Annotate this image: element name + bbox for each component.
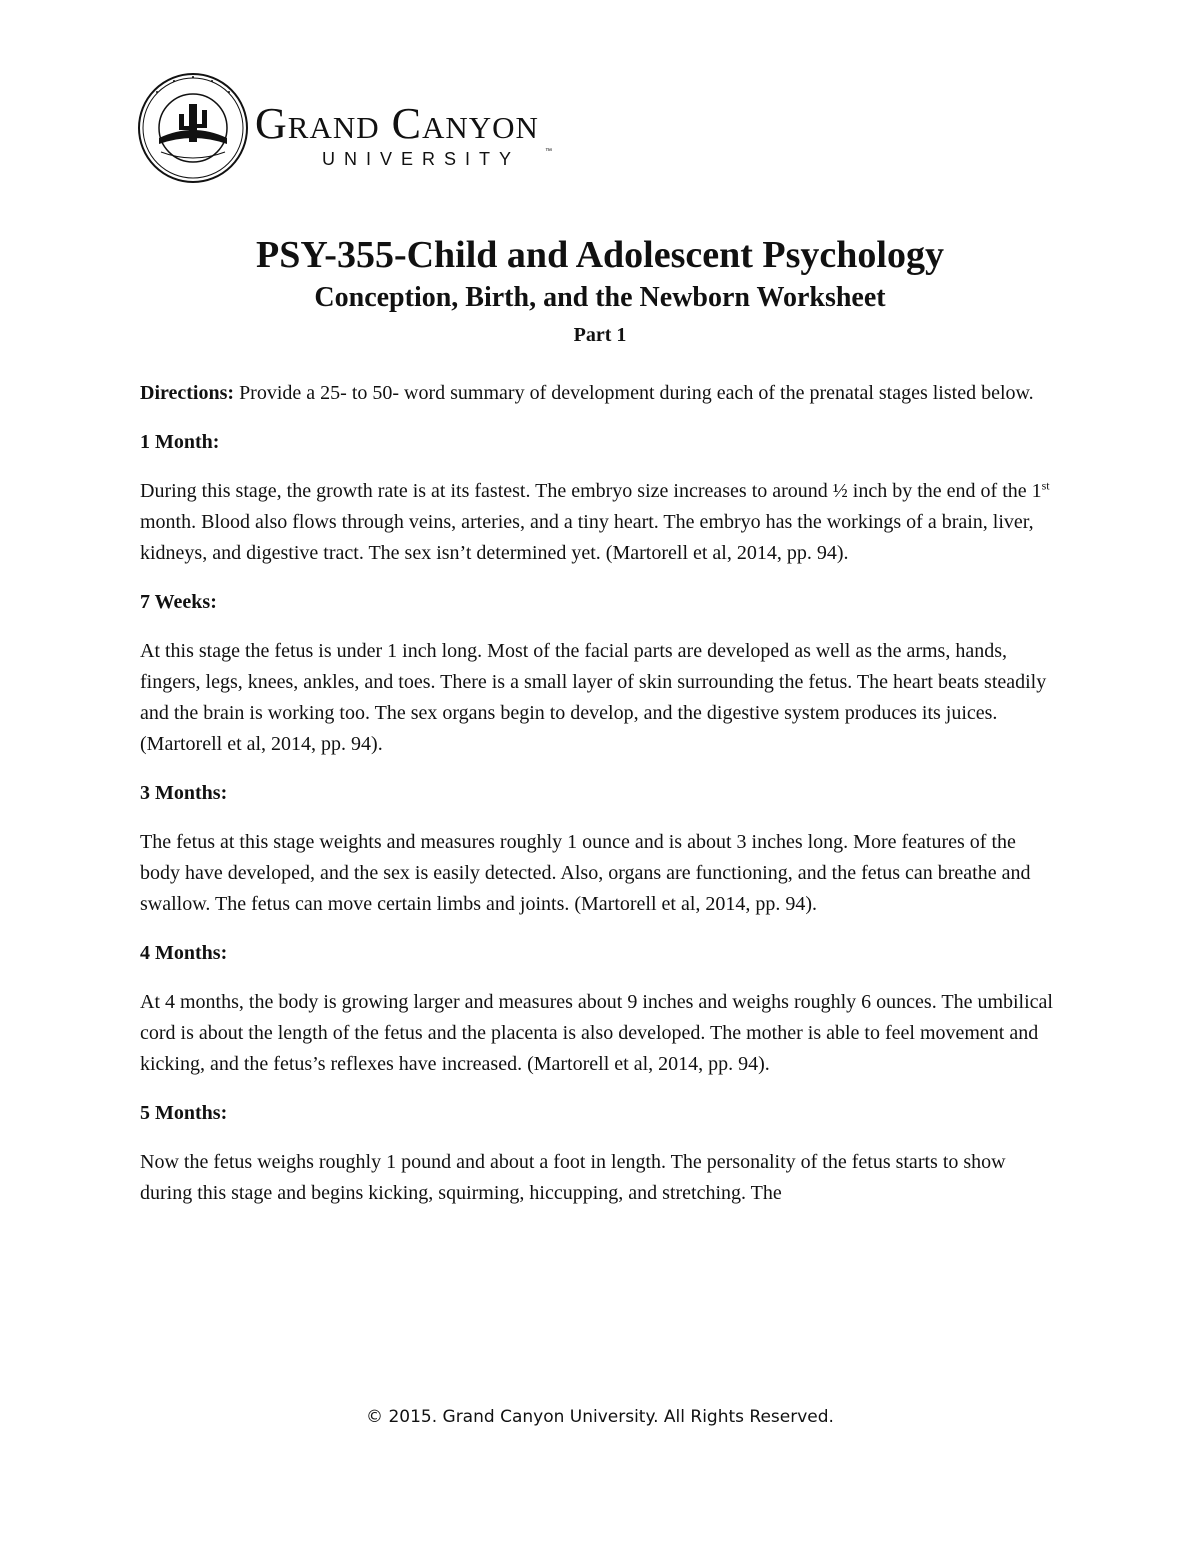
- document-subtitle: Conception, Birth, and the Newborn Worksheet: [314, 282, 886, 313]
- section-text-1-month: [140, 476, 1060, 569]
- section-heading-1-month: 1 Month:: [140, 431, 220, 453]
- university-logo: [137, 72, 622, 192]
- trademark-mark: ™: [545, 148, 552, 155]
- section-text-7-weeks: At this stage the fetus is under 1 inch long. Most of the facial parts are developed as well as the arms, hands, fingers, legs, knees, ankles, and toes. There is a small layer of skin surrounding the fetus. The heart beats steadily and the brain is working too. The sex organs begin to develop, and the digestive system produces its juices. (Martorell et al, 2014, pp. 94).: [140, 640, 1047, 755]
- section-heading-4-months: 4 Months:: [140, 942, 228, 964]
- section-text-part: During this stage, the growth rate is at its fastest. The embryo size increases to around ½ inch by the end of the 1: [140, 480, 1042, 502]
- section-text-5-months: Now the fetus weighs roughly 1 pound and about a foot in length. The personality of the fetus starts to show during this stage and begins kicking, squirming, hiccupping, and stretching. The: [140, 1151, 1006, 1204]
- directions: [140, 378, 1060, 409]
- directions-label: Directions:: [140, 382, 235, 404]
- section-text-3-months: The fetus at this stage weights and measures roughly 1 ounce and is about 3 inches long. More features of the body have developed, and the sex is easily detected. Also, organs are functioning, and the fetus can breathe and swallow. The fetus can move certain limbs and joints. (Martorell et al, 2014, pp. 94).: [140, 831, 1031, 915]
- superscript: st: [1041, 478, 1050, 493]
- document-titles: [0, 232, 1200, 352]
- document-part: Part 1: [573, 324, 627, 346]
- worksheet-content: [140, 378, 1060, 1227]
- university-seal-icon: [137, 72, 249, 184]
- section-heading-5-months: 5 Months:: [140, 1102, 228, 1124]
- university-subtitle: UNIVERSITY: [322, 149, 521, 169]
- document-title: PSY-355-Child and Adolescent Psychology: [256, 234, 944, 276]
- section-heading-7-weeks: 7 Weeks:: [140, 591, 217, 613]
- copyright-footer: © 2015. Grand Canyon University. All Rights Reserved.: [366, 1407, 834, 1427]
- section-heading-3-months: 3 Months:: [140, 782, 228, 804]
- directions-text: Provide a 25- to 50- word summary of development during each of the prenatal stages listed below.: [234, 382, 1034, 404]
- section-text-part: month. Blood also flows through veins, arteries, and a tiny heart. The embryo has the workings of a brain, liver, kidneys, and digestive tract. The sex isn’t determined yet. (Martorell et al, 2014, pp. 94).: [140, 511, 1034, 564]
- section-text-4-months: At 4 months, the body is growing larger and measures about 9 inches and weighs roughly 6 ounces. The umbilical cord is about the length of the fetus and the placenta is also developed. The mother is able to feel movement and kicking, and the fetus’s reflexes have increased. (Martorell et al, 2014, pp. 94).: [140, 991, 1053, 1075]
- university-name: Grand Canyon: [255, 99, 539, 148]
